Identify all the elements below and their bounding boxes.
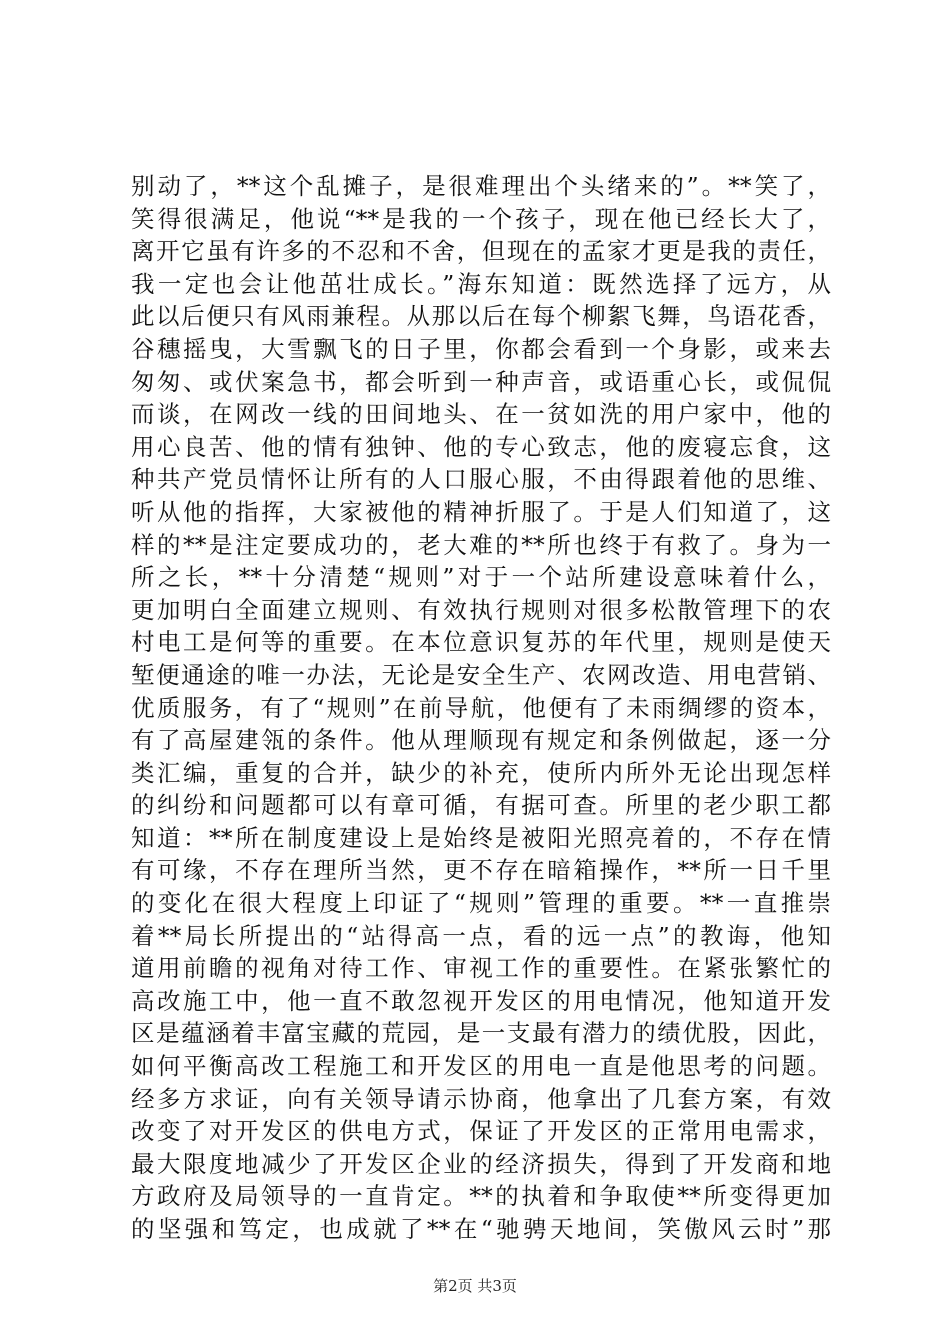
paragraph-line: 种共产党员情怀让所有的人口服心服，不由得跟着他的思维、	[131, 465, 831, 494]
page-footer: 第2页 共3页	[433, 1277, 517, 1295]
paragraph-line: 最大限度地减少了开发区企业的经济损失，得到了开发商和地	[131, 1149, 831, 1178]
paragraph-line: 的变化在很大程度上印证了“规则”管理的重要。**一直推崇	[131, 889, 831, 918]
paragraph-line: 离开它虽有许多的不忍和不舍，但现在的孟家才更是我的责任，	[131, 237, 831, 266]
paragraph-line: 道用前瞻的视角对待工作、审视工作的重要性。在紧张繁忙的	[131, 954, 831, 983]
paragraph-line: 高改施工中，他一直不敢忽视开发区的用电情况，他知道开发	[131, 986, 831, 1015]
paragraph-line: 更加明白全面建立规则、有效执行规则对很多松散管理下的农	[131, 595, 831, 624]
paragraph-line: 谷穗摇曳，大雪飘飞的日子里，你都会看到一个身影，或来去	[131, 334, 831, 363]
paragraph-line: 类汇编，重复的合并，缺少的补充，使所内所外无论出现怎样	[131, 758, 831, 787]
paragraph-line: 此以后便只有风雨兼程。从那以后在每个柳絮飞舞，鸟语花香，	[131, 302, 831, 331]
paragraph-line: 堑便通途的唯一办法，无论是安全生产、农网改造、用电营销、	[131, 660, 831, 689]
body-text	[131, 170, 831, 1246]
paragraph-line: 匆匆、或伏案急书，都会听到一种声音，或语重心长，或侃侃	[131, 367, 831, 396]
paragraph-line: 村电工是何等的重要。在本位意识复苏的年代里，规则是使天	[131, 628, 831, 657]
paragraph-line: 别动了，**这个乱摊子，是很难理出个头绪来的”。**笑了，	[131, 172, 831, 200]
paragraph-line: 用心良苦、他的情有独钟、他的专心致志，他的废寝忘食，这	[131, 432, 831, 461]
paragraph-line: 如何平衡高改工程施工和开发区的用电一直是他思考的问题。	[131, 1052, 831, 1081]
paragraph-line: 优质服务，有了“规则”在前导航，他便有了未雨绸缪的资本，	[131, 693, 831, 722]
paragraph-line: 区是蕴涵着丰富宝藏的荒园，是一支最有潜力的绩优股，因此，	[131, 1019, 831, 1048]
paragraph-line: 的纠纷和问题都可以有章可循，有据可查。所里的老少职工都	[131, 791, 831, 820]
paragraph-line: 样的**是注定要成功的，老大难的**所也终于有救了。身为一	[131, 530, 831, 559]
paragraph-line: 有了高屋建瓴的条件。他从理顺现有规定和条例做起，逐一分	[131, 726, 831, 755]
paragraph-line: 笑得很满足，他说“**是我的一个孩子，现在他已经长大了，	[131, 204, 831, 233]
paragraph-line: 的坚强和笃定，也成就了**在“驰骋天地间，笑傲风云时”那	[131, 1215, 831, 1243]
paragraph-line: 而谈，在网改一线的田间地头、在一贫如洗的用户家中，他的	[131, 400, 831, 429]
paragraph-line: 经多方求证，向有关领导请示协商，他拿出了几套方案，有效	[131, 1084, 831, 1113]
paragraph-line: 听从他的指挥，大家被他的精神折服了。于是人们知道了，这	[131, 497, 831, 526]
paragraph-line: 我一定也会让他茁壮成长。”海东知道：既然选择了远方，从	[131, 269, 831, 298]
paragraph-line: 知道：**所在制度建设上是始终是被阳光照亮着的，不存在情	[131, 823, 831, 852]
paragraph-line: 着**局长所提出的“站得高一点，看的远一点”的教诲，他知	[131, 921, 831, 950]
paragraph-line: 方政府及局领导的一直肯定。**的执着和争取使**所变得更加	[131, 1182, 831, 1211]
paragraph-line: 所之长，**十分清楚“规则”对于一个站所建设意味着什么，	[131, 563, 831, 592]
paragraph-line: 有可缘，不存在理所当然，更不存在暗箱操作，**所一日千里	[131, 856, 831, 885]
paragraph-line: 改变了对开发区的供电方式，保证了开发区的正常用电需求，	[131, 1117, 831, 1146]
